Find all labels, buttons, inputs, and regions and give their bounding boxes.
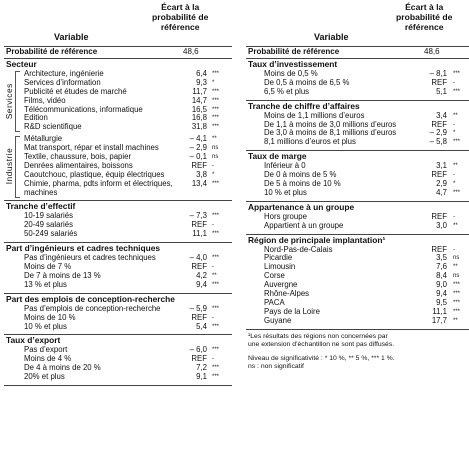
row-label: Télécommunications, informatique	[24, 104, 143, 114]
row-label: 6,5 % et plus	[264, 86, 310, 96]
significance-mark: **	[453, 112, 458, 119]
row-label: Moins de 0,5 %	[264, 69, 318, 78]
row-label: Services d’information	[24, 77, 101, 87]
sector-group	[4, 135, 232, 197]
significance-mark: ***	[212, 97, 220, 104]
row-label: 8,1 millions d’euros et plus	[264, 137, 356, 147]
variable-header: Variable	[54, 32, 89, 42]
row-label: Textile, chaussure, bois, papier	[24, 152, 132, 162]
significance-mark: -	[453, 246, 455, 253]
row-value: 11,1	[192, 229, 207, 239]
row-value: – 2,9	[189, 143, 207, 153]
significance-mark: ***	[212, 323, 220, 330]
significance-mark: -	[453, 213, 455, 220]
table-row	[4, 230, 232, 239]
row-value: 16,8	[191, 113, 207, 123]
footnote-line: ¹Les résultats des régions non concernées par	[248, 332, 388, 340]
row-label: Inférieur à 0	[264, 161, 306, 171]
table-row	[246, 317, 469, 326]
left-body	[4, 59, 232, 386]
row-value: 6,4	[196, 69, 207, 78]
row-value: REF	[431, 211, 447, 221]
significance-mark: **	[453, 163, 458, 170]
group-label: Services	[4, 83, 14, 120]
row-label: Moins de 7 %	[24, 262, 72, 272]
significance-mark: **	[453, 264, 458, 271]
row-value: REF	[431, 170, 447, 180]
row-value: 3,5	[436, 253, 447, 263]
table-section	[4, 59, 232, 201]
significance-mark: *	[453, 130, 456, 137]
significance-mark: ***	[453, 71, 461, 77]
row-label: Auvergne	[264, 280, 298, 290]
group-bracket	[15, 71, 20, 132]
row-value: – 5,9	[189, 303, 207, 313]
row-value: 9,4	[196, 279, 207, 289]
row-value: 7,2	[196, 363, 207, 373]
significance-mark: **	[212, 272, 217, 279]
table-section	[4, 335, 232, 386]
significance-mark: ***	[212, 115, 220, 122]
right-body	[246, 59, 469, 330]
section-title: Secteur	[6, 59, 37, 69]
footnote-line: ns : non significatif	[248, 363, 304, 371]
significance-mark: -	[453, 172, 455, 179]
reference-label: Probabilité de référence	[6, 47, 98, 56]
row-value: – 0,1	[189, 152, 207, 162]
significance-mark: ***	[212, 365, 220, 372]
section-title: Part des emplois de conception-recherche	[6, 293, 175, 304]
row-value: 2,9	[436, 179, 447, 189]
row-value: 31,8	[191, 122, 207, 132]
section-title: Tranche de chiffre d’affaires	[248, 100, 360, 111]
significance-mark: ***	[453, 291, 461, 298]
row-label: De 0,5 à moins de 6,5 %	[264, 77, 350, 87]
significance-mark: -	[212, 314, 214, 321]
significance-mark: **	[453, 222, 458, 229]
row-label: Architecture, ingénierie	[24, 69, 104, 78]
significance-mark: ***	[212, 88, 220, 95]
table-row	[4, 281, 232, 290]
significance-mark: ***	[453, 308, 461, 315]
table-row	[4, 180, 232, 198]
right-table	[246, 0, 469, 372]
significance-mark: ***	[212, 347, 220, 354]
row-value: 11,7	[192, 86, 207, 96]
table-row	[246, 222, 469, 231]
significance-mark: -	[212, 356, 214, 363]
significance-mark: ***	[212, 124, 220, 131]
table-row	[246, 189, 469, 198]
row-value: – 4,1	[189, 134, 207, 144]
table-section	[246, 59, 469, 101]
row-value: 11,1	[432, 306, 447, 316]
row-value: 9,3	[196, 77, 207, 87]
row-label: Guyane	[264, 315, 292, 325]
row-value: 17,7	[431, 315, 447, 325]
table-row	[4, 323, 232, 332]
row-label: PACA	[264, 297, 285, 307]
section-title: Taux de marge	[248, 151, 307, 162]
ecart-header-line: Écart à la	[405, 2, 444, 12]
row-value: – 8,1	[429, 69, 447, 78]
significance-mark: *	[212, 171, 215, 178]
ecart-header-line: Écart à la	[161, 2, 200, 12]
significance-mark: ***	[453, 189, 461, 196]
significance-mark: **	[453, 317, 458, 324]
row-label: Moins de 10 %	[24, 312, 76, 322]
table-section	[246, 202, 469, 235]
row-label: Chimie, pharma, pdts inform et électriques, machines	[24, 178, 173, 197]
reference-row	[4, 47, 232, 59]
row-value: REF	[431, 244, 447, 254]
row-value: 9,1	[196, 372, 207, 382]
row-label: 10 % et plus	[264, 187, 307, 197]
row-value: 5,1	[436, 86, 447, 96]
row-value: REF	[431, 77, 447, 87]
table-section	[246, 151, 469, 202]
significance-mark: ns	[453, 273, 460, 280]
row-value: 14,7	[191, 95, 207, 105]
ecart-header	[152, 2, 208, 33]
row-label: 20-49 salariés	[24, 220, 73, 230]
row-value: 8,4	[436, 271, 447, 281]
row-value: REF	[191, 160, 207, 170]
reference-value: 48,6	[424, 47, 440, 56]
row-label: 13 % et plus	[24, 279, 67, 289]
group-bracket	[15, 136, 20, 197]
significance-mark: ***	[453, 282, 461, 289]
row-label: Denrées alimentaires, boissons	[24, 160, 133, 170]
row-label: Appartient à un groupe	[264, 220, 344, 230]
significance-mark: *	[212, 79, 215, 86]
row-label: Moins de 4 %	[24, 354, 72, 364]
row-value: REF	[191, 220, 207, 230]
table-section	[246, 101, 469, 152]
significance-mark: -	[212, 162, 214, 169]
ecart-header	[396, 2, 452, 33]
row-label: Limousin	[264, 262, 296, 272]
row-value: – 4,0	[189, 253, 207, 263]
row-label: Publicité et études de marché	[24, 86, 127, 96]
table-row	[4, 373, 232, 382]
row-label: Moins de 1,1 millions d’euros	[264, 110, 365, 120]
row-label: Nord-Pas-de-Calais	[264, 244, 333, 254]
significance-mark: -	[212, 222, 214, 229]
section-title: Part d’ingénieurs et cadres techniques	[6, 243, 161, 254]
significance-mark: -	[212, 264, 214, 271]
row-label: Pays de la Loire	[264, 306, 320, 316]
section-title: Région de principale implantation¹	[248, 234, 386, 245]
significance-mark: -	[453, 121, 455, 128]
significance-mark: ***	[212, 231, 220, 238]
row-label: Caoutchouc, plastique, équip électriques	[24, 169, 165, 179]
left-table	[4, 0, 232, 386]
significance-mark: ***	[212, 71, 220, 77]
left-header	[4, 0, 232, 46]
ecart-header-line: probabilité de	[396, 12, 453, 23]
reference-value: 48,6	[183, 47, 199, 56]
significance-mark: ns	[212, 154, 219, 161]
row-value: 16,5	[191, 104, 207, 114]
row-label: De 0 à moins de 5 %	[264, 170, 337, 180]
footnote-line: Niveau de significativité : * 10 %, ** 5 %, *** 1 %.	[248, 354, 395, 362]
table-section	[4, 294, 232, 336]
significance-mark: *	[453, 181, 456, 188]
row-label: De 5 à moins de 10 %	[264, 179, 341, 189]
sector-group	[4, 70, 232, 132]
significance-mark: ns	[212, 145, 219, 152]
row-value: 9,4	[436, 289, 447, 299]
row-value: REF	[191, 312, 207, 322]
significance-mark: ***	[212, 374, 220, 381]
significance-mark: ***	[453, 139, 461, 146]
row-label: Pas d’ingénieurs et cadres techniques	[24, 253, 156, 263]
significance-mark: ***	[212, 281, 220, 288]
row-label: De 7 à moins de 13 %	[24, 270, 101, 280]
row-label: De 3,0 à moins de 8,1 millions d’euros	[264, 128, 397, 138]
significance-mark: **	[212, 136, 217, 143]
footnote-line: une extension d’échantillon ne sont pas diffusés.	[248, 341, 395, 349]
section-title: Taux d’export	[6, 335, 61, 346]
row-label: Rhône-Alpes	[264, 289, 310, 299]
row-value: 9,5	[436, 297, 447, 307]
significance-mark: ***	[453, 88, 461, 95]
right-header	[246, 0, 469, 46]
row-value: 13,4	[191, 178, 207, 188]
significance-mark: ***	[212, 213, 220, 220]
significance-mark: ***	[212, 255, 220, 262]
row-label: 50-249 salariés	[24, 229, 78, 239]
table-section	[246, 235, 469, 330]
row-label: Hors groupe	[264, 211, 307, 221]
significance-mark: ***	[212, 106, 220, 113]
table-section	[4, 243, 232, 294]
significance-mark: ***	[212, 305, 220, 312]
row-value: 5,4	[196, 321, 207, 331]
row-value: – 5,8	[429, 137, 447, 147]
footnotes	[246, 333, 469, 372]
row-value: 9,0	[436, 280, 447, 290]
row-label: Pas d’export	[24, 345, 68, 355]
row-value: 3,1	[436, 161, 447, 171]
row-label: De 4 à moins de 20 %	[24, 363, 101, 373]
row-value: REF	[431, 119, 447, 129]
table-row	[246, 88, 469, 97]
row-value: REF	[191, 262, 207, 272]
row-value: 4,7	[436, 187, 447, 197]
variable-header: Variable	[314, 32, 349, 42]
table-section	[4, 201, 232, 243]
reference-label: Probabilité de référence	[248, 47, 340, 56]
section-title: Tranche d’effectif	[6, 201, 76, 212]
row-value: REF	[191, 354, 207, 364]
row-value: 3,4	[436, 110, 447, 120]
row-value: 7,6	[436, 262, 447, 272]
significance-mark: ns	[453, 255, 460, 262]
row-label: Corse	[264, 271, 285, 281]
row-label: 10-19 salariés	[24, 211, 73, 221]
significance-mark: -	[453, 79, 455, 86]
row-label: Films, vidéo	[24, 95, 66, 105]
row-label: 20% et plus	[24, 372, 65, 382]
row-label: 10 % et plus	[24, 321, 67, 331]
ecart-header-line: référence	[160, 22, 200, 33]
significance-mark: ***	[212, 180, 220, 187]
section-title: Taux d’investissement	[248, 59, 338, 69]
row-label: Pas d’emplois de conception-recherche	[24, 303, 161, 313]
row-value: 3,8	[196, 169, 207, 179]
ecart-header-line: référence	[404, 22, 444, 33]
row-label: R&D scientifique	[24, 122, 82, 132]
section-title: Appartenance à un groupe	[248, 201, 355, 212]
group-label: Industrie	[4, 148, 14, 185]
significance-mark: ***	[453, 299, 461, 306]
ecart-header-line: probabilité de	[152, 12, 209, 23]
table-row	[246, 138, 469, 147]
row-value: 4,2	[196, 270, 207, 280]
row-label: De 1,1 à moins de 3,0 millions d’euros	[264, 119, 397, 129]
row-value: – 6,0	[189, 345, 207, 355]
reference-row	[246, 47, 469, 59]
row-value: – 2,9	[429, 128, 447, 138]
row-label: Edition	[24, 113, 48, 123]
row-label: Métallurgie	[24, 134, 63, 144]
row-value: – 7,3	[189, 211, 207, 221]
row-label: Picardie	[264, 253, 293, 263]
row-value: 3,0	[436, 220, 447, 230]
row-label: Mat transport, répar et install machines	[24, 143, 159, 153]
table-row	[4, 123, 232, 132]
